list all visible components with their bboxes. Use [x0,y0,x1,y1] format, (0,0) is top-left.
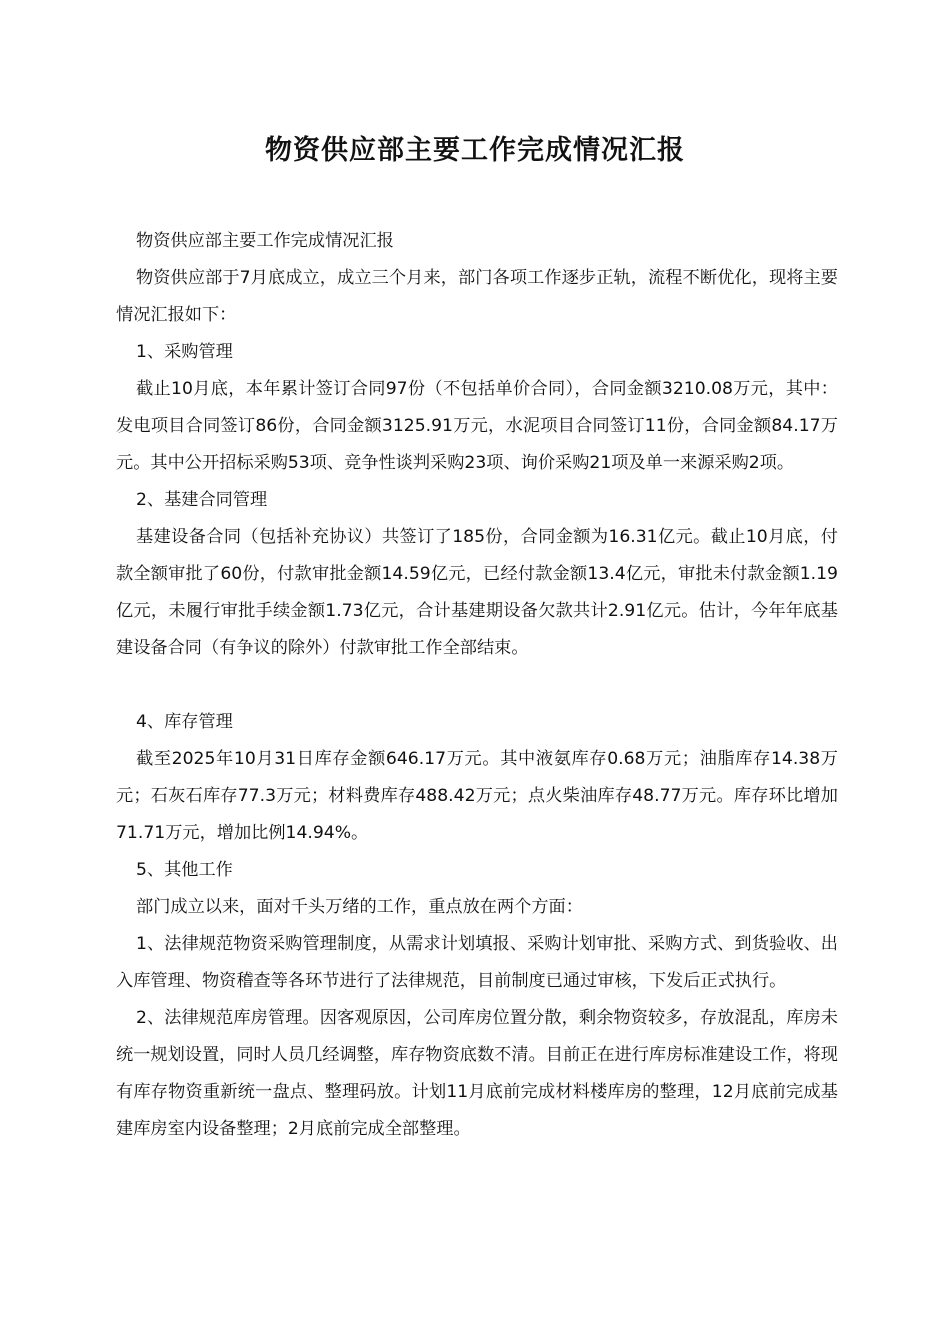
paragraph-other-work-item-2: 2、法律规范库房管理。因客观原因，公司库房位置分散，剩余物资较多，存放混乱，库房未统一规划设置，同时人员几经调整，库存物资底数不清。目前正在进行库房标准建设工作，将现有库存物资重新统一盘点、整理码放。计划11月底前完成材料楼库房的整理，12月底前完成基建库房室内设备整理；2月底前完成全部整理。 [116,1008,838,1139]
section-heading-inventory: 4、库存管理 [136,712,233,732]
paragraph-subtitle: 物资供应部主要工作完成情况汇报 [136,231,394,251]
paragraph-construction-contracts: 基建设备合同（包括补充协议）共签订了185份，合同金额为16.31亿元。截止10月底，付款全额审批了60份，付款审批金额14.59亿元，已经付款金额13.4亿元，审批未付款金额1.19亿元，未履行审批手续金额1.73亿元，合计基建期设备欠款共计2.91亿元。估计，今年年底基建设备合同（有争议的除外）付款审批工作全部结束。 [116,527,838,658]
document-body [116,223,838,1148]
paragraph-intro: 物资供应部于7月底成立，成立三个月来，部门各项工作逐步正轨，流程不断优化，现将主要情况汇报如下： [116,268,838,325]
paragraph-other-work-intro: 部门成立以来，面对千头万绪的工作，重点放在两个方面： [136,897,583,917]
document-title: 物资供应部主要工作完成情况汇报 [265,135,685,166]
paragraph-procurement: 截止10月底，本年累计签订合同97份（不包括单价合同），合同金额3210.08万元，其中：发电项目合同签订86份，合同金额3125.91万元，水泥项目合同签订11份，合同金额84.17万元。其中公开招标采购53项、竞争性谈判采购23项、询价采购21项及单一来源采购2项。 [116,379,838,473]
paragraph-other-work-item-1: 1、法律规范物资采购管理制度，从需求计划填报、采购计划审批、采购方式、到货验收、出入库管理、物资稽查等各环节进行了法律规范，目前制度已通过审核，下发后正式执行。 [116,934,838,991]
section-heading-construction-contracts: 2、基建合同管理 [136,490,268,510]
section-heading-procurement: 1、采购管理 [136,342,233,362]
section-heading-other-work: 5、其他工作 [136,860,233,880]
blank-line [116,667,838,704]
paragraph-inventory: 截至2025年10月31日库存金额646.17万元。其中液氨库存0.68万元；油脂库存14.38万元；石灰石库存77.3万元；材料费库存488.42万元；点火柴油库存48.77万元。库存环比增加71.71万元，增加比例14.94%。 [116,749,838,843]
